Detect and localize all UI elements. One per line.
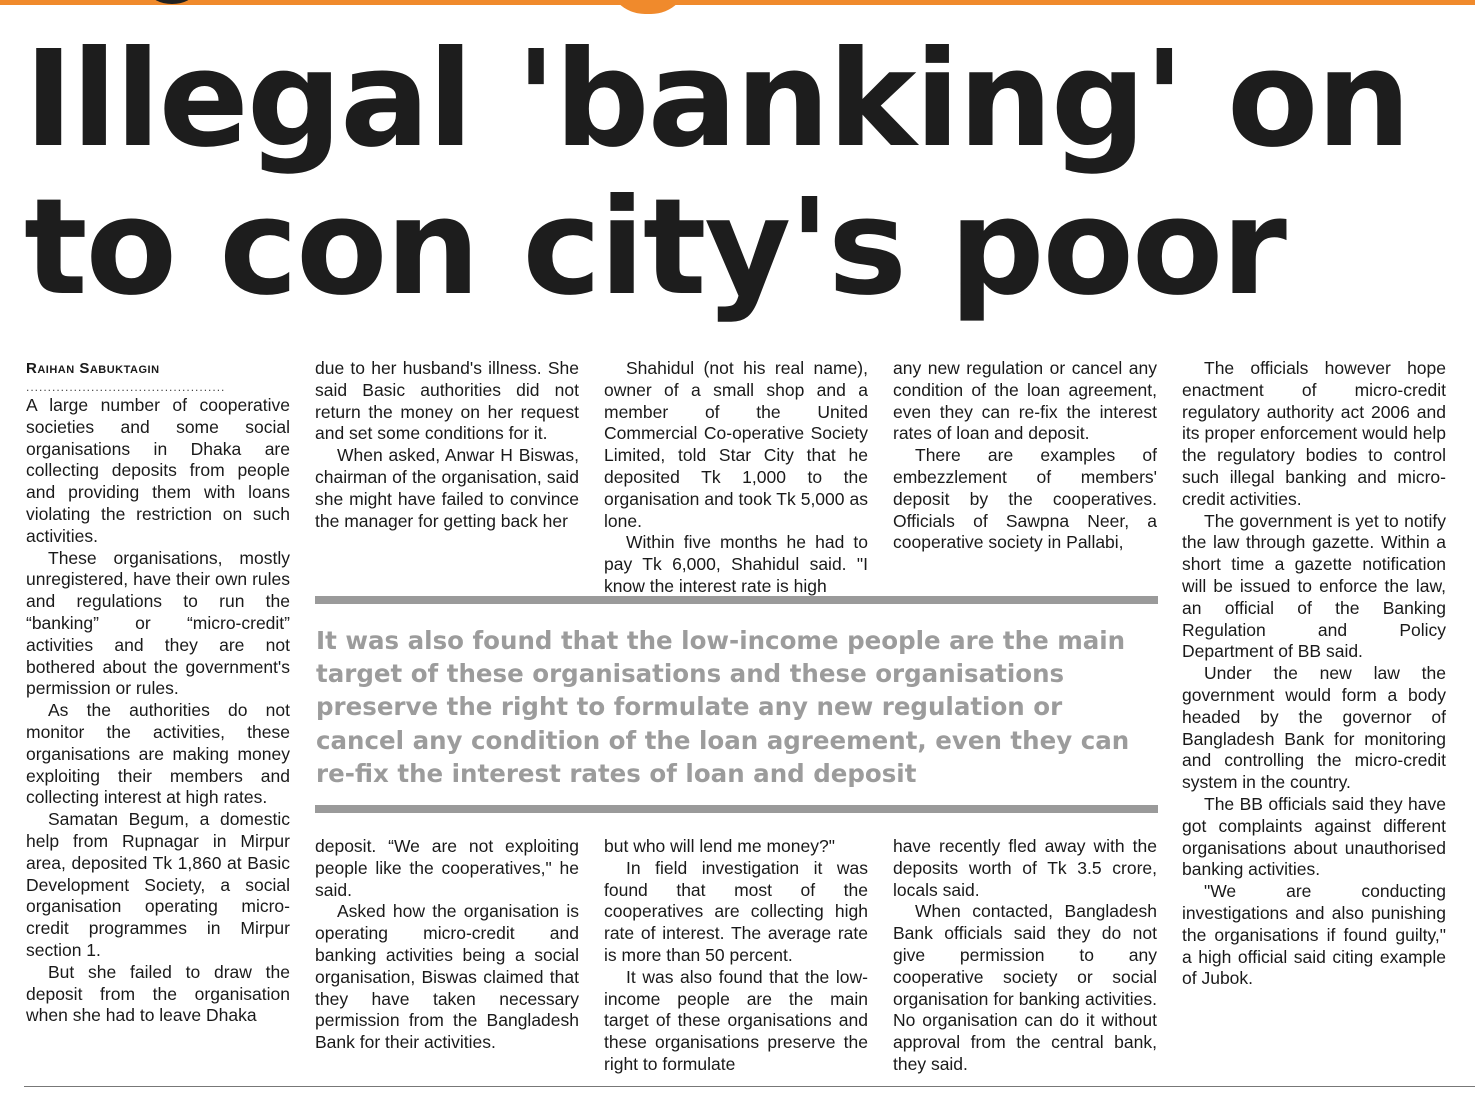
paragraph: It was also found that the low-income people are the main target of these organisations and these organisations preserve the right to formulate [604, 966, 868, 1074]
column-4-top [893, 358, 1157, 583]
column-5 [1182, 358, 1446, 1078]
column-3-top [604, 358, 868, 596]
column-4-bottom [893, 836, 1157, 1078]
paragraph: In field investigation it was found that most of the cooperatives are collecting high rate of interest. The average rate is more than 50 percent. [604, 857, 868, 965]
column-1-body [26, 395, 290, 1095]
paragraph: Shahidul (not his real name), owner of a small shop and a member of the United Commercial Co-operative Society Limited, told Star City that he deposited Tk 1,000 to the organisation and took Tk 5,000 as lone. [604, 358, 868, 531]
masthead-fragment-orange [607, 0, 689, 14]
column-2-top [315, 358, 579, 583]
paragraph: There are examples of embezzlement of members' deposit by the cooperatives. Officials of Sawpna Neer, a cooperative society in Pallabi, [893, 445, 1157, 553]
paragraph: When contacted, Bangladesh Bank officials said they do not give permission to any cooperative society or social organisation for banking activities. No organisation can do it without approval from the central bank, they said. [893, 901, 1157, 1074]
paragraph: But she failed to draw the deposit from the organisation when she had to leave Dhaka [26, 961, 290, 1026]
byline: Raihan Sabuktagin [26, 360, 160, 377]
paragraph: As the authorities do not monitor the activities, these organisations are making money exploiting their members and collecting interest at high rates. [26, 700, 290, 808]
paragraph: The BB officials said they have got complaints against different organisations about unauthorised banking activities. [1182, 793, 1446, 880]
paragraph: The government is yet to notify the law through gazette. Within a short time a gazette notification will be issued to enforce the law, an official of the Banking Regulation and Policy Department of BB said. [1182, 510, 1446, 662]
paragraph: Asked how the organisation is operating micro-credit and banking activities being a social organisation, Biswas claimed that they have taken necessary permission from the Bangladesh Bank for their activities. [315, 901, 579, 1053]
paragraph: These organisations, mostly unregistered, have their own rules and regulations to run the “banking” or “micro-credit” activities and they are not bothered about the government's permission or rules. [26, 547, 290, 699]
paragraph: due to her husband's illness. She said Basic authorities did not return the money on her request and set some conditions for it. [315, 358, 579, 444]
paragraph: When asked, Anwar H Biswas, chairman of the organisation, said she might have failed to convince the manager for getting back her [315, 445, 579, 531]
paragraph: Within five months he had to pay Tk 6,000, Shahidul said. "I know the interest rate is high [604, 532, 868, 596]
bottom-rule [24, 1086, 1475, 1087]
paragraph: "We are conducting investigations and also punishing the organisations if found guilty," a high official said citing example of Jubok. [1182, 881, 1446, 989]
headline-line-1: Illegal 'banking' on [24, 23, 1410, 177]
headline-line-2: to con city's poor [24, 171, 1285, 325]
paragraph: have recently fled away with the deposits worth of Tk 3.5 crore, locals said. [893, 836, 1157, 900]
pull-quote: It was also found that the low-income people are the main target of these organisations and these organisations preserve the right to formulate any new regulation or cancel any condition of the loan agreement, even they can re-fix the interest rates of loan and deposit [316, 626, 1130, 788]
column-2-bottom [315, 836, 579, 1078]
paragraph: but who will lend me money?" [604, 836, 835, 856]
paragraph: The officials however hope enactment of micro-credit regulatory authority act 2006 and its proper enforcement would help the regulatory bodies to control such illegal banking and micro-credit activities. [1182, 358, 1446, 509]
top-color-rule [0, 0, 1475, 5]
pull-quote-top-rule [315, 596, 1158, 604]
byline-dotted-rule: .............................................. [26, 380, 226, 394]
headline [24, 23, 1410, 325]
paragraph: deposit. “We are not exploiting people like the cooperatives," he said. [315, 836, 579, 900]
paragraph: Samatan Begum, a domestic help from Rupnagar in Mirpur area, deposited Tk 1,860 at Basic Development Society, a social organisation operating micro-credit programmes in Mirpur section 1. [26, 809, 290, 960]
paragraph: any new regulation or cancel any condition of the loan agreement, even they can re-fix the interest rates of loan and deposit. [893, 358, 1157, 444]
paragraph: Under the new law the government would form a body headed by the governor of Bangladesh Bank for monitoring and controlling the micro-credit system in the country. [1182, 663, 1446, 793]
paragraph: A large number of cooperative societies and some social organisations in Dhaka are collecting deposits from people and providing them with loans violating the restriction on such activities. [26, 395, 290, 546]
column-3-bottom [604, 836, 868, 1078]
pull-quote-bottom-rule [315, 805, 1158, 813]
column-1 [26, 358, 290, 1095]
